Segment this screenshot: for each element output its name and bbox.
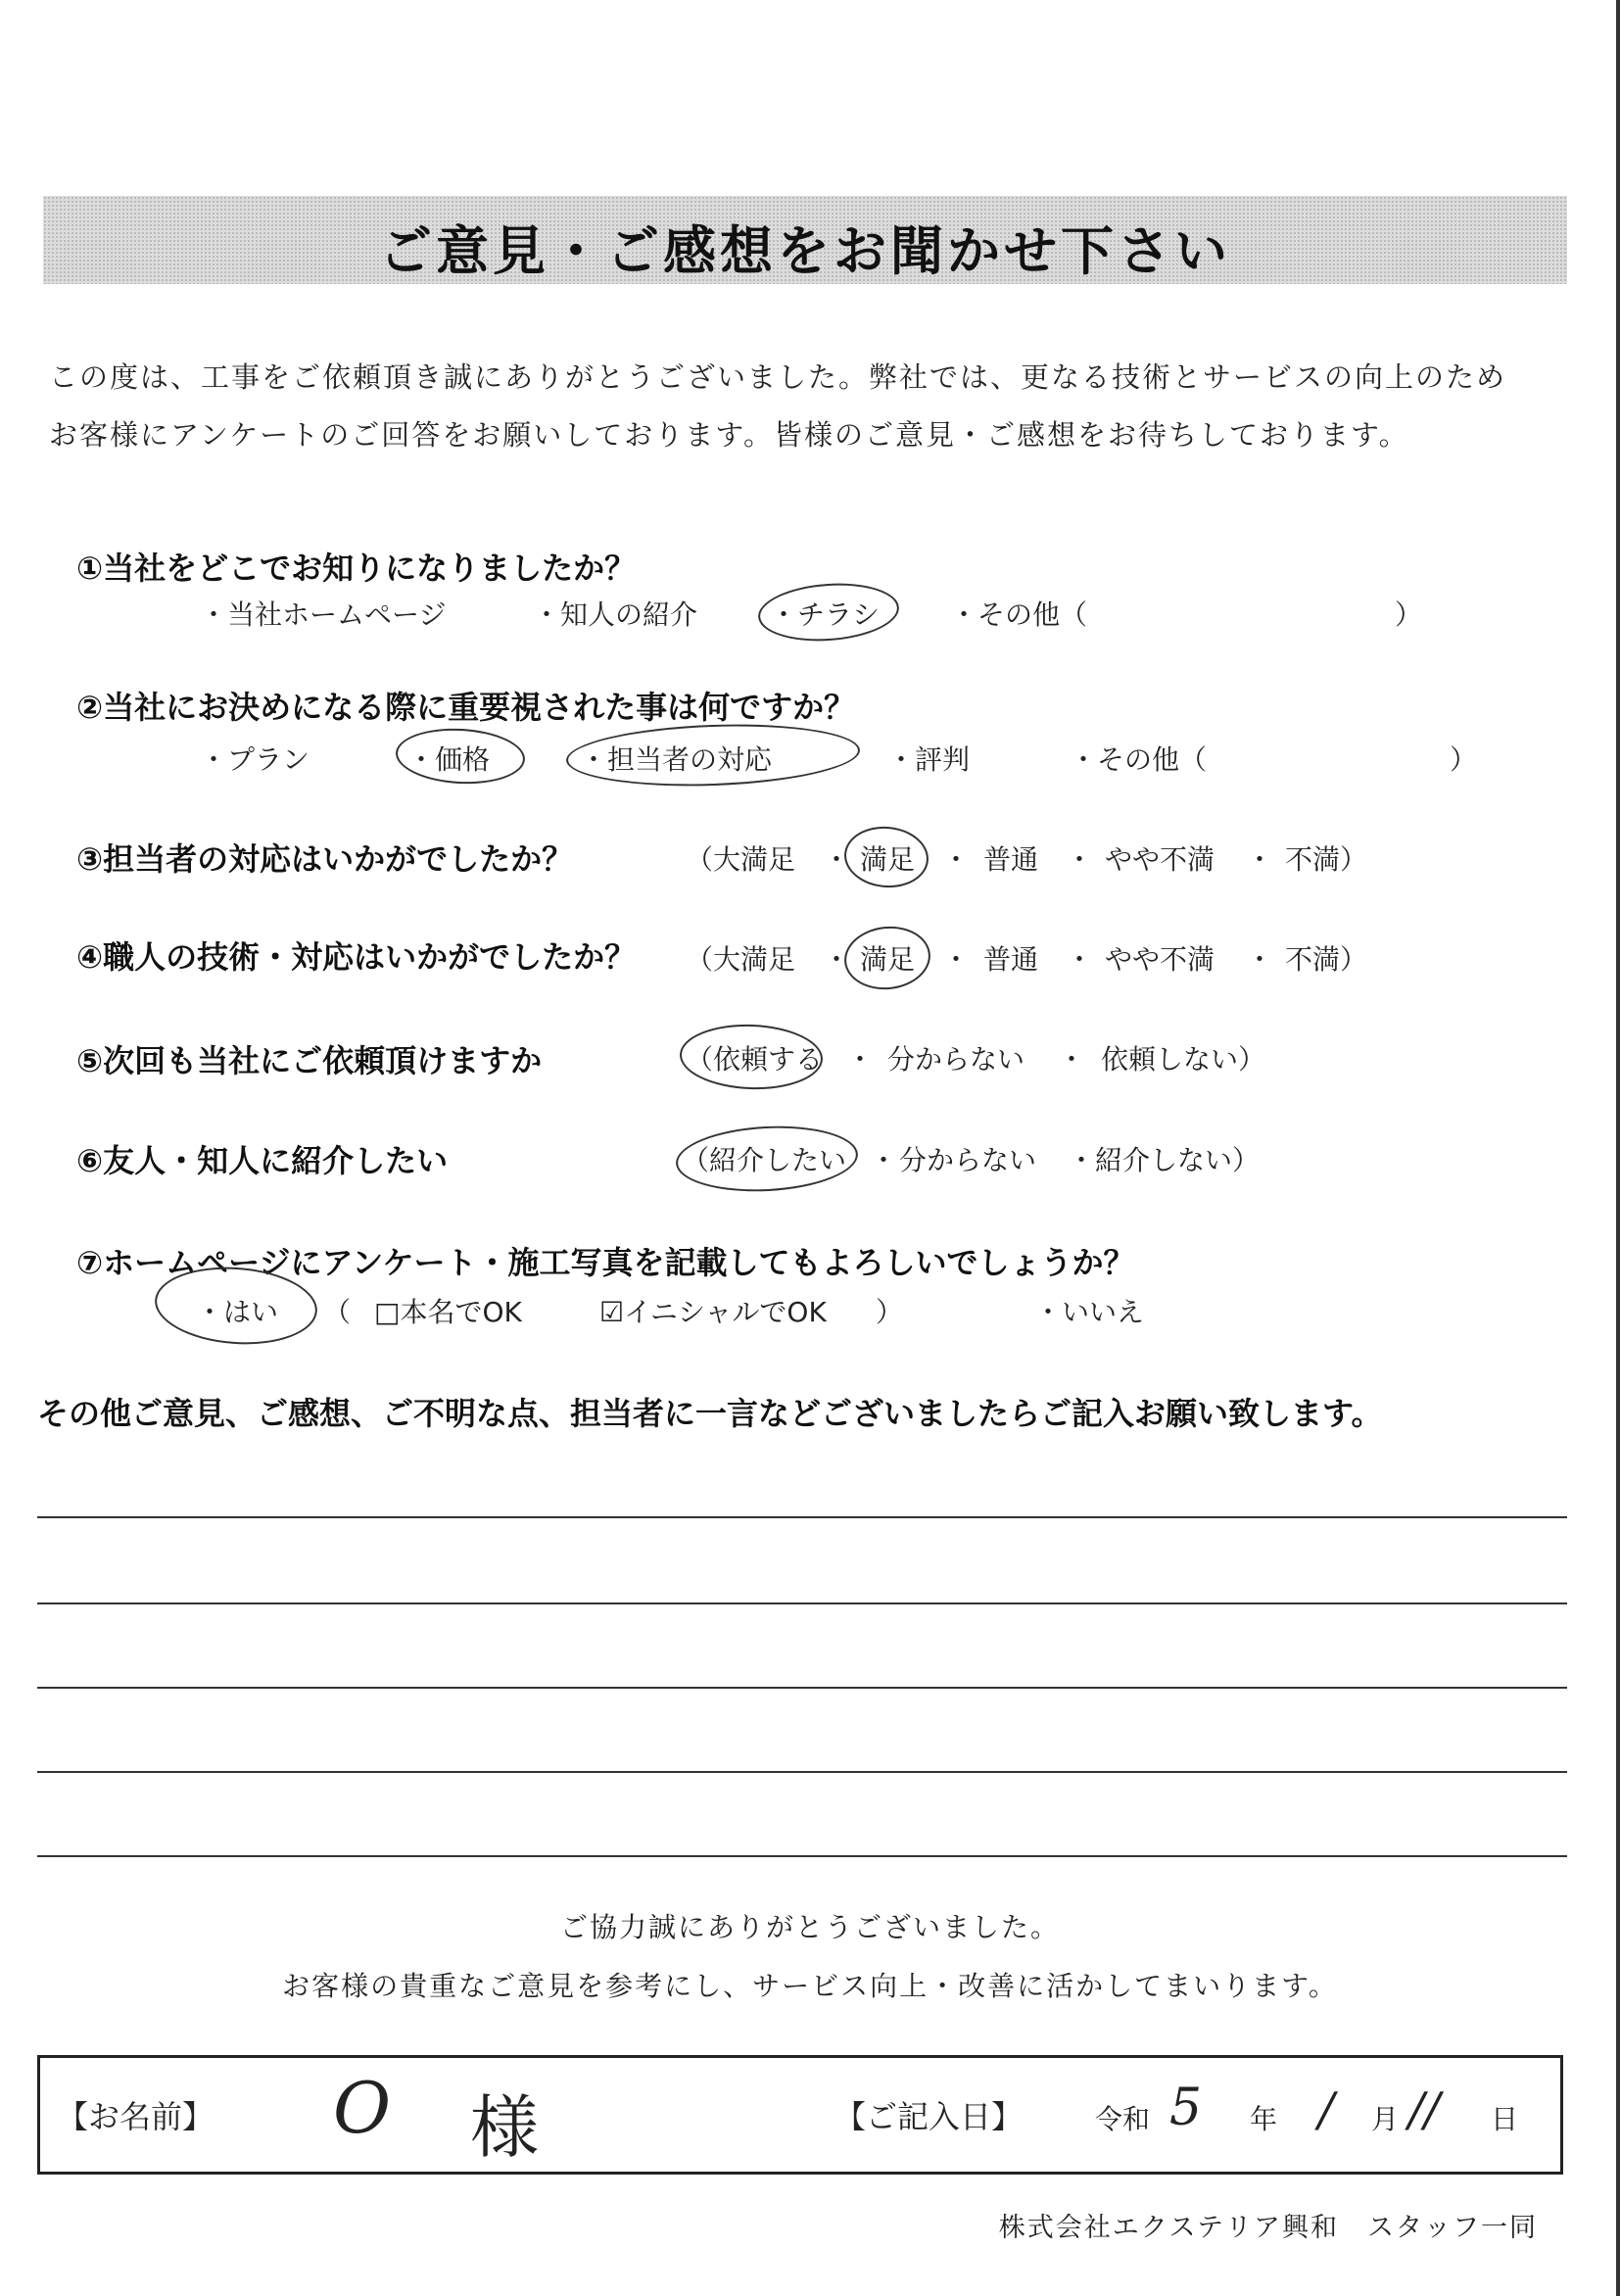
q1-option-other-close: ） [1395,598,1423,631]
day-unit: 日 [1491,2103,1519,2135]
q5-separator: ・ [846,1043,875,1076]
name-label: 【お名前】 [57,2098,214,2135]
q4-option-somewhat-dissatisfied[interactable]: やや不満 [1105,943,1215,976]
q3-separator: ・ [1246,843,1274,876]
q3-option-neutral[interactable]: 普通 [983,843,1039,876]
date-label: 【ご記入日】 [834,2098,1024,2135]
q7-paren-open: （ [323,1296,352,1328]
year-value[interactable]: 5 [1169,2079,1203,2137]
thanks-line-1: ご協力誠にありがとうございました。 [559,1911,1060,1943]
q1-option-homepage[interactable]: ・当社ホームページ [200,598,447,631]
q4-separator: ・ [823,943,851,976]
q3-option-very-satisfied[interactable]: （大満足 [686,843,796,876]
q6-option-unsure[interactable]: 分からない [899,1144,1037,1176]
thanks-line-2: お客様の貴重なご意見を参考にし、サービス向上・改善に活かしてまいります。 [282,1970,1338,2002]
q5-option-unsure[interactable]: 分からない [887,1043,1025,1076]
q4-option-satisfied[interactable]: 満足 [860,943,916,976]
q4-separator: ・ [942,943,971,976]
name-date-box [37,2055,1563,2175]
q6-option-want-to-refer[interactable]: （紹介したい [682,1144,847,1176]
question-6: ⑥友人・知人に紹介したい [76,1142,449,1179]
era-label: 令和 [1095,2103,1151,2135]
q4-option-neutral[interactable]: 普通 [983,943,1039,976]
q3-option-somewhat-dissatisfied[interactable]: やや不満 [1105,843,1215,876]
name-suffix: 様 [470,2087,539,2168]
q6-option-will-not-refer[interactable]: 紹介しない） [1095,1144,1261,1176]
q3-separator: ・ [1066,843,1094,876]
day-value[interactable]: // [1408,2082,1441,2137]
month-unit: 月 [1371,2103,1400,2135]
q5-option-will-not-request[interactable]: 依頼しない） [1101,1043,1266,1076]
q2-option-plan[interactable]: ・プラン [200,743,310,776]
comment-line[interactable] [37,1771,1567,1773]
comments-label: その他ご意見、ご感想、ご不明な点、担当者に一言などございましたらご記入お願い致します。 [37,1395,1383,1432]
question-5: ⑤次回も当社にご依頼頂けますか [76,1042,543,1079]
q2-option-reputation[interactable]: ・評判 [887,743,971,776]
q1-option-other[interactable]: ・その他（ [950,598,1088,631]
q3-option-dissatisfied[interactable]: 不満） [1285,843,1368,876]
q4-satisfied-circle [841,923,933,994]
q5-separator: ・ [1058,1043,1086,1076]
q1-option-flyer[interactable]: ・チラシ [770,598,881,631]
question-3: ③担当者の対応はいかがでしたか？ [76,840,574,878]
q3-satisfied-circle [841,823,930,890]
q2-option-price[interactable]: ・価格 [407,743,491,776]
comment-line[interactable] [37,1855,1567,1857]
q7-option-yes[interactable]: ・はい [196,1296,279,1328]
company-signature: 株式会社エクステリア興和 スタッフ一同 [998,2213,1538,2243]
q2-option-other[interactable]: ・その他（ [1070,743,1208,776]
q7-checkbox-initials[interactable]: ☑イニシャルでOK [599,1296,827,1328]
scan-edge [1616,0,1620,2296]
name-value[interactable]: O [333,2067,392,2149]
q6-want-to-refer-circle [674,1122,859,1196]
header-banner [43,196,1567,284]
q2-staff-response-circle [565,720,861,790]
q4-option-dissatisfied[interactable]: 不満） [1285,943,1368,976]
q1-option-referral[interactable]: ・知人の紹介 [533,598,698,631]
question-2: ②当社にお決めになる際に重要視された事は何ですか？ [76,689,856,726]
q3-separator: ・ [823,843,851,876]
page-title: ご意見・ご感想をお聞かせ下さい [379,220,1231,282]
q7-option-no[interactable]: ・いいえ [1034,1296,1145,1328]
q4-separator: ・ [1246,943,1274,976]
q4-option-very-satisfied[interactable]: （大満足 [686,943,796,976]
q5-will-request-circle [679,1022,824,1091]
comment-line[interactable] [37,1516,1567,1518]
q3-option-satisfied[interactable]: 満足 [860,843,916,876]
q2-option-other-close: ） [1450,743,1478,776]
intro-line-2: お客様にアンケートのご回答をお願いしております。皆様のご意見・ご感想をお待ちしております。 [49,418,1409,452]
year-unit: 年 [1250,2103,1278,2135]
month-value[interactable]: / [1318,2082,1335,2137]
question-7: ⑦ホームページにアンケート・施工写真を記載してもよろしいでしょうか？ [76,1244,1135,1281]
question-1: ①当社をどこでお知りになりましたか？ [76,550,637,587]
comment-line[interactable] [37,1602,1567,1604]
q4-separator: ・ [1066,943,1094,976]
q6-separator: ・ [1068,1144,1096,1176]
question-4: ④職人の技術・対応はいかがでしたか？ [76,938,637,976]
q5-option-will-request[interactable]: （依頼する [686,1043,824,1076]
intro-line-1: この度は、工事をご依頼頂き誠にありがとうございました。弊社では、更なる技術とサービスの向上のため [49,360,1507,394]
q2-option-staff-response[interactable]: ・担当者の対応 [580,743,773,776]
q7-paren-close: ） [876,1296,904,1328]
q1-flyer-circle [756,579,901,646]
q6-separator: ・ [870,1144,898,1176]
q7-checkbox-real-name[interactable]: □本名でOK [374,1296,522,1328]
q3-separator: ・ [942,843,971,876]
comment-line[interactable] [37,1687,1567,1689]
